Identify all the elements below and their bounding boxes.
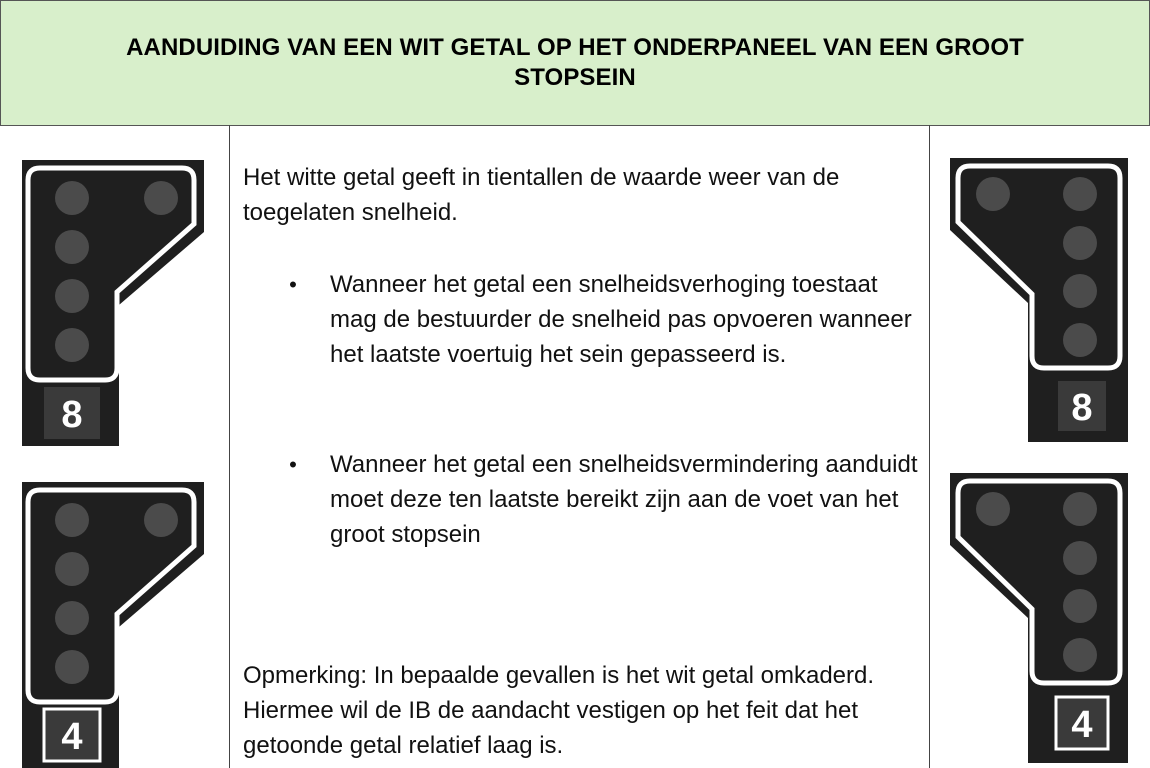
list-item-text: Wanneer het getal een snelheidsverhoging toestaat mag de bestuurder de snelheid pas opvoeren wanneer het laatste voertuig het sein gepasseerd is. <box>330 271 912 368</box>
lamp-icon <box>1063 323 1097 357</box>
lamp-icon <box>1063 274 1097 308</box>
lamp-icon <box>55 552 89 586</box>
lamp-icon <box>1063 589 1097 623</box>
lamp-icon <box>55 503 89 537</box>
stop-signal-icon <box>22 160 204 446</box>
column-divider-left <box>229 125 230 768</box>
intro-paragraph: Het witte getal geeft in tientallen de waarde weer van de toegelaten snelheid. <box>243 164 840 226</box>
stop-signal-icon <box>950 473 1128 763</box>
lamp-icon <box>55 279 89 313</box>
lamp-icon <box>55 181 89 215</box>
stop-signal-icon <box>22 482 204 768</box>
lamp-icon <box>1063 177 1097 211</box>
lamp-icon <box>55 230 89 264</box>
speed-number: 8 <box>61 394 83 436</box>
lamp-icon <box>55 601 89 635</box>
lamp-icon <box>144 503 178 537</box>
bullet-icon: • <box>289 452 297 477</box>
right-signal-column <box>930 125 1150 768</box>
lamp-icon <box>1063 492 1097 526</box>
page-title: AANDUIDING VAN EEN WIT GETAL OP HET ONDERPANEEL VAN EEN GROOT STOPSEIN <box>126 34 1024 91</box>
lamp-icon <box>144 181 178 215</box>
bullet-icon: • <box>289 272 297 297</box>
speed-number: 4 <box>61 716 83 758</box>
note-paragraph: Opmerking: In bepaalde gevallen is het wit getal omkaderd. Hiermee wil de IB de aandacht vestigen op het feit dat het getoonde getal relatief laag is. <box>243 662 875 759</box>
speed-number: 8 <box>1071 387 1093 429</box>
left-signal-column <box>0 125 229 768</box>
lamp-icon <box>1063 226 1097 260</box>
header-banner <box>0 0 1150 126</box>
lamp-icon <box>55 328 89 362</box>
list-item-text: Wanneer het getal een snelheidsvermindering aanduidt moet deze ten laatste bereikt zijn aan de voet van het groot stopsein <box>330 451 918 548</box>
lamp-icon <box>1063 541 1097 575</box>
lamp-icon <box>55 650 89 684</box>
speed-number: 4 <box>1071 704 1093 746</box>
lamp-icon <box>976 177 1010 211</box>
stop-signal-icon <box>950 158 1128 442</box>
lamp-icon <box>976 492 1010 526</box>
lamp-icon <box>1063 638 1097 672</box>
